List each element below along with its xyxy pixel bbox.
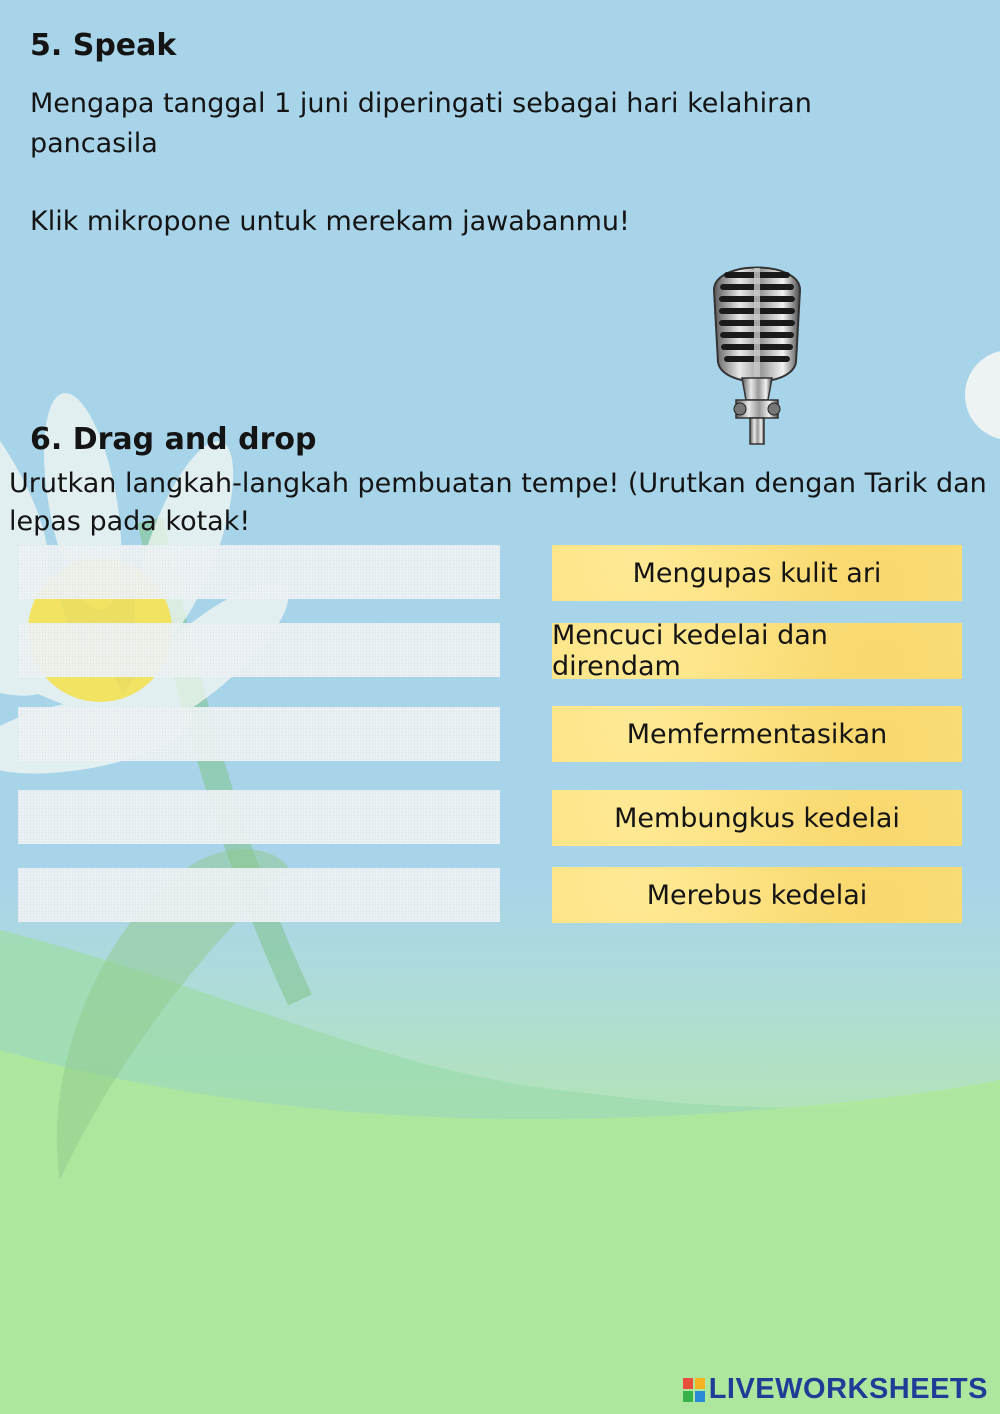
section5-title: 5. Speak <box>30 28 177 63</box>
section6-instruction-line2: lepas pada kotak! <box>9 506 251 537</box>
section5-question-line2: pancasila <box>30 128 158 159</box>
drop-box-1[interactable] <box>18 545 500 599</box>
drop-box-3[interactable] <box>18 707 500 761</box>
microphone-record-button[interactable] <box>692 250 822 446</box>
liveworksheets-logo-text: LIVEWORKSHEETS <box>708 1373 988 1405</box>
drag-card-mengupas-kulit-ari[interactable]: Mengupas kulit ari <box>552 545 962 601</box>
drop-box-5[interactable] <box>18 868 500 922</box>
drag-card-memfermentasikan[interactable]: Memfermentasikan <box>552 706 962 762</box>
drop-box-4[interactable] <box>18 790 500 844</box>
drag-card-membungkus-kedelai[interactable]: Membungkus kedelai <box>552 790 962 846</box>
drag-card-merebus-kedelai[interactable]: Merebus kedelai <box>552 867 962 923</box>
liveworksheets-logo[interactable] <box>683 1373 988 1406</box>
section5-instruction: Klik mikropone untuk merekam jawabanmu! <box>30 206 630 237</box>
microphone-icon <box>692 250 822 446</box>
drop-box-2[interactable] <box>18 623 500 677</box>
section5-question-line1: Mengapa tanggal 1 juni diperingati sebagai hari kelahiran <box>30 88 812 119</box>
section6-title: 6. Drag and drop <box>30 422 317 457</box>
drag-card-mencuci-kedelai[interactable]: Mencuci kedelai dan direndam <box>552 623 962 679</box>
section6-instruction-line1: Urutkan langkah-langkah pembuatan tempe! (Urutkan dengan Tarik dan <box>9 468 987 499</box>
liveworksheets-logo-icon <box>683 1378 705 1402</box>
